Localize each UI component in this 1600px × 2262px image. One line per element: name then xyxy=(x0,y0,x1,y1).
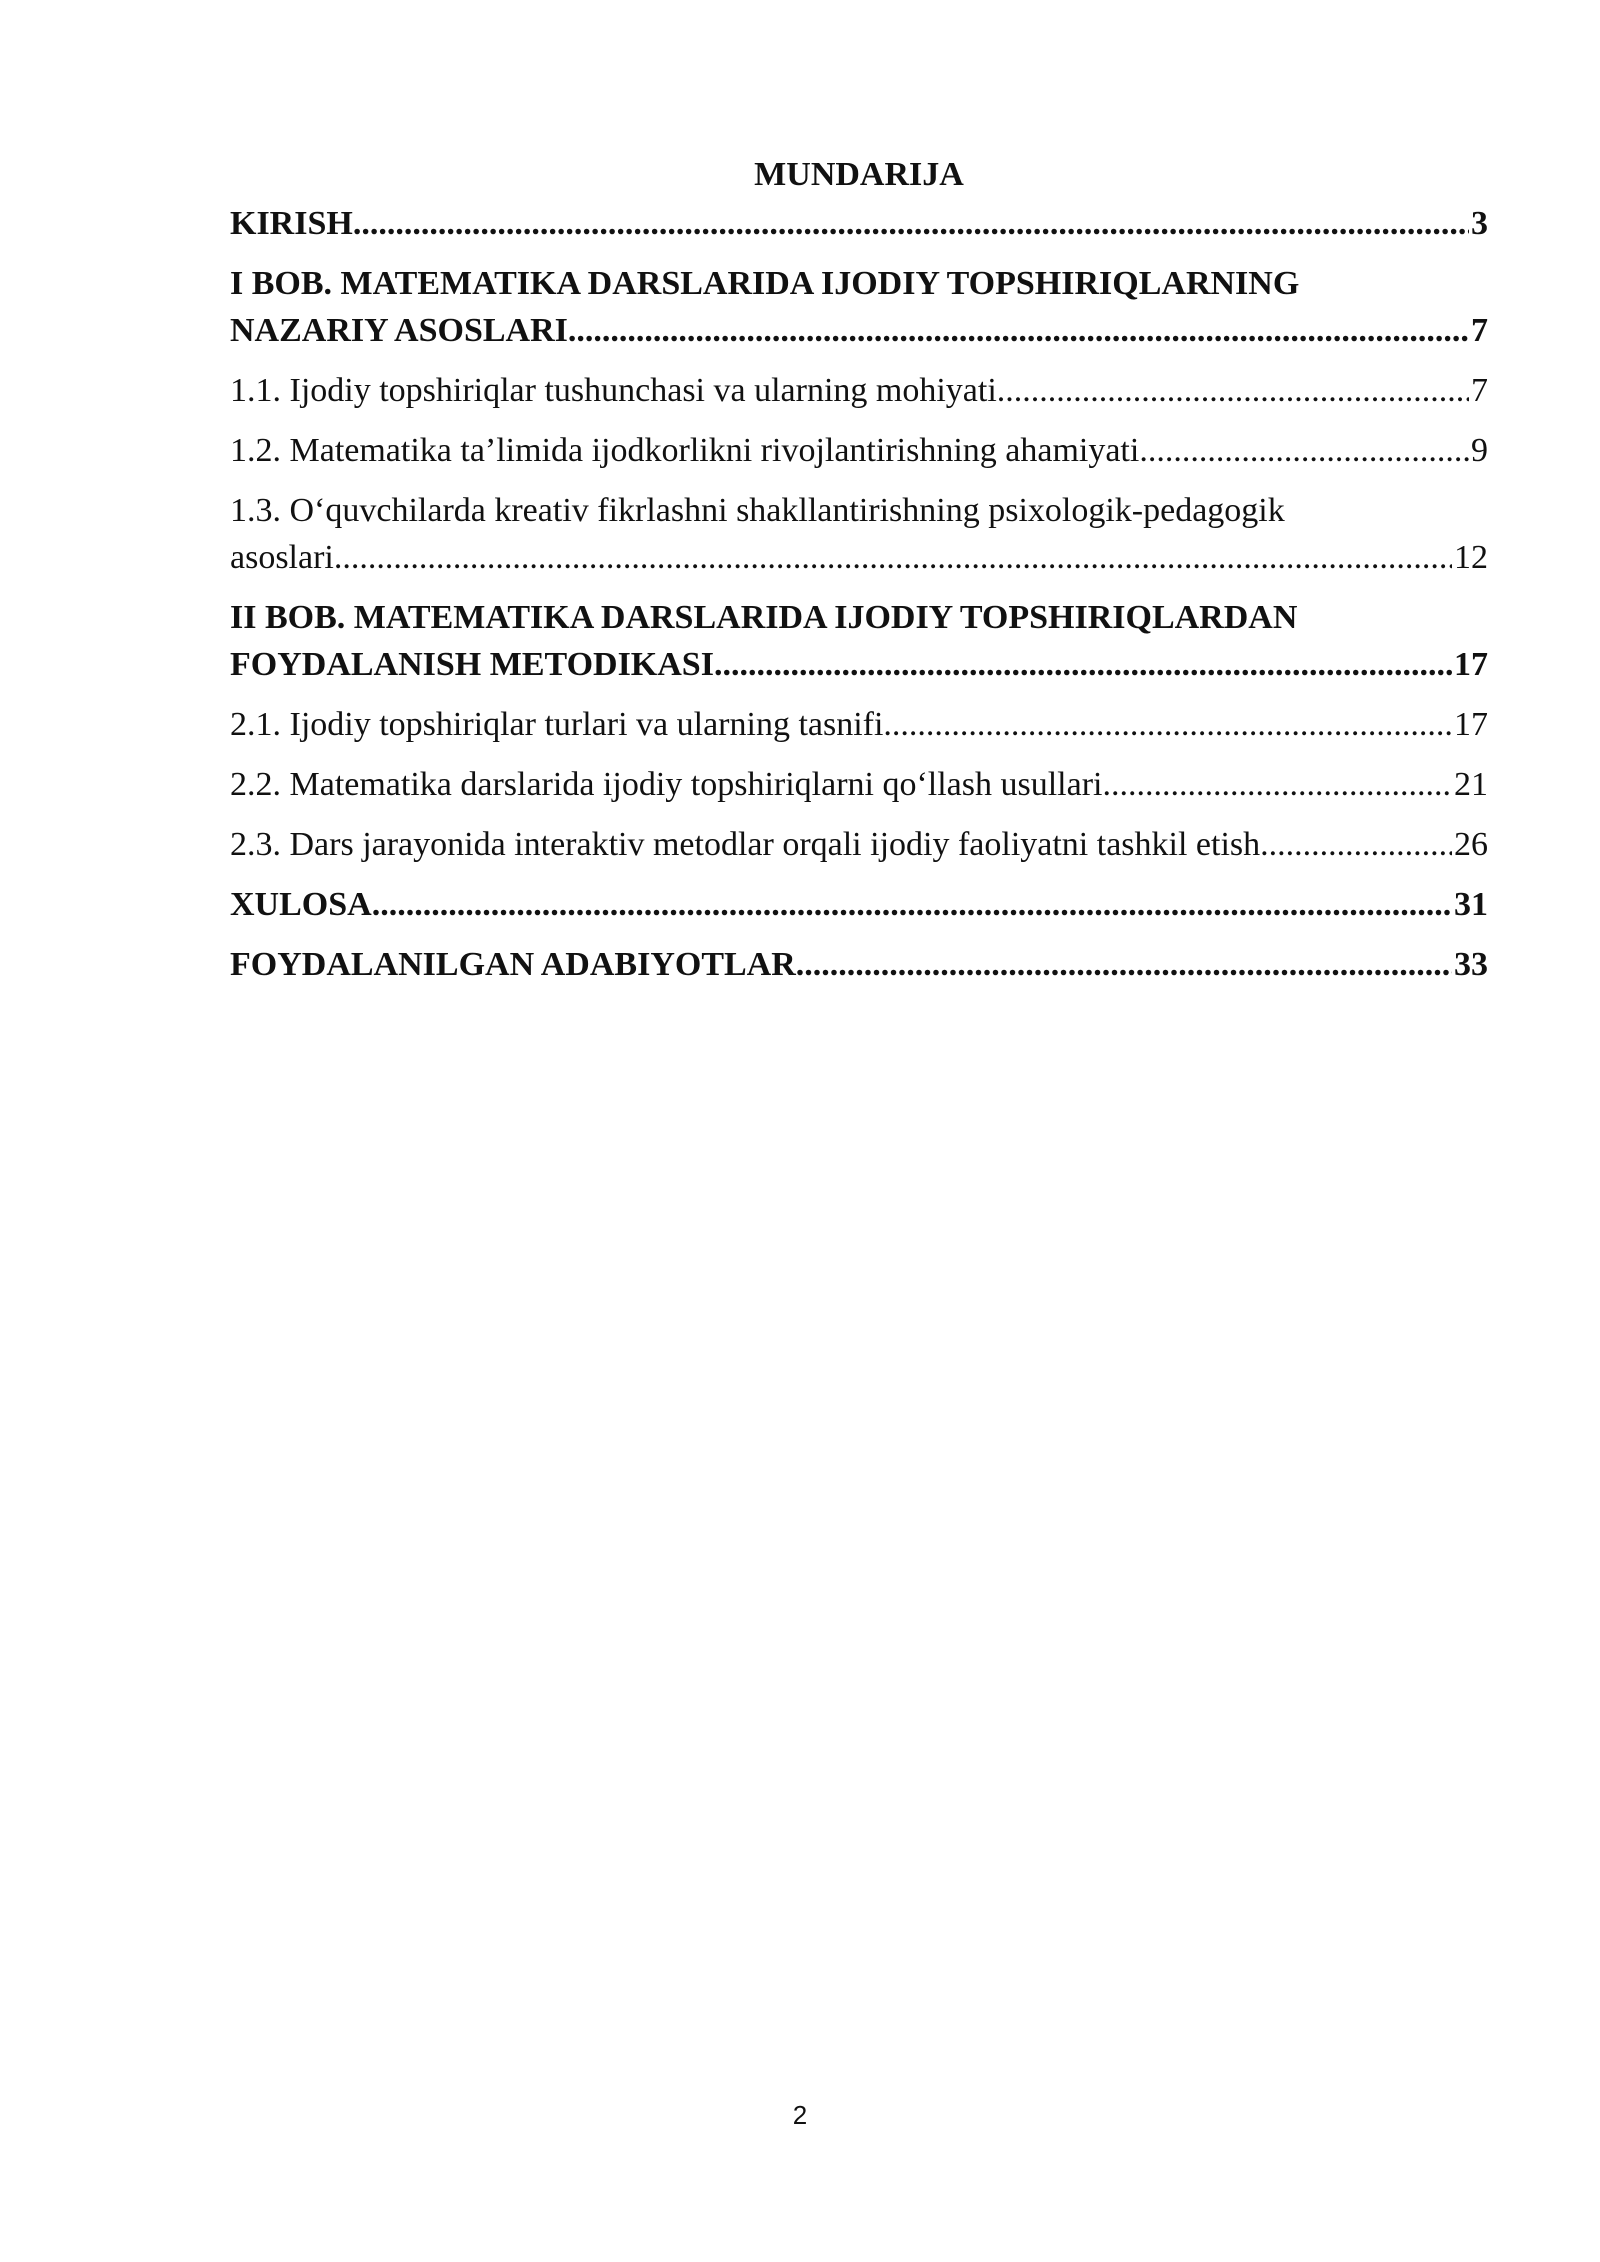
toc-entry-text-line1: II BOB. MATEMATIKA DARSLARIDA IJODIY TOPSHIRIQLARDAN xyxy=(230,599,1298,636)
toc-entry-text: 2.1. Ijodiy topshiriqlar turlari va ularning tasnifi xyxy=(230,706,884,743)
toc-entry-page: 31 xyxy=(1454,886,1488,923)
toc-entry-2-3 xyxy=(230,821,1488,868)
toc-entry-text: 2.3. Dars jarayonida interaktiv metodlar orqali ijodiy faoliyatni tashkil etish xyxy=(230,826,1261,863)
toc-entry-page: 26 xyxy=(1454,826,1488,863)
dot-leader xyxy=(997,367,1469,414)
dot-leader xyxy=(714,641,1452,688)
toc-entry-page: 33 xyxy=(1454,946,1488,983)
dot-leader xyxy=(1102,761,1452,808)
toc-entry-text: XULOSA xyxy=(230,886,372,923)
toc-entry-page: 7 xyxy=(1471,372,1488,409)
toc-entry-page: 9 xyxy=(1471,432,1488,469)
page-number: 2 xyxy=(792,2100,808,2130)
toc-entry-chapter-1 xyxy=(230,260,1488,354)
dot-leader xyxy=(796,941,1452,988)
toc-title: MUNDARIJA xyxy=(754,156,964,193)
dot-leader xyxy=(1260,821,1452,868)
dot-leader xyxy=(334,534,1452,581)
toc-entry-1-2 xyxy=(230,427,1488,474)
toc-entry-page: 3 xyxy=(1471,205,1488,242)
toc-entry-page: 12 xyxy=(1454,539,1488,576)
table-of-contents xyxy=(230,150,1488,1001)
toc-entry-text-line1: 1.3. O‘quvchilarda kreativ fikrlashni shakllantirishning psixologik-pedagogik xyxy=(230,492,1285,529)
toc-entry-2-1 xyxy=(230,701,1488,748)
dot-leader xyxy=(883,701,1452,748)
toc-entry-page: 17 xyxy=(1454,706,1488,743)
toc-entry-chapter-2 xyxy=(230,594,1488,688)
dot-leader xyxy=(568,307,1469,354)
dot-leader xyxy=(353,200,1469,247)
toc-entry-adabiyotlar xyxy=(230,941,1488,988)
toc-entry-1-1 xyxy=(230,367,1488,414)
toc-entry-text-line1: I BOB. MATEMATIKA DARSLARIDA IJODIY TOPSHIRIQLARNING xyxy=(230,265,1300,302)
toc-entry-text: 1.2. Matematika ta’limida ijodkorlikni rivojlantirishning ahamiyati xyxy=(230,432,1140,469)
toc-entry-page: 17 xyxy=(1454,646,1488,683)
toc-entry-text: 2.2. Matematika darslarida ijodiy topshiriqlarni qo‘llash usullari xyxy=(230,766,1103,803)
dot-leader xyxy=(1139,427,1469,474)
toc-entry-1-3 xyxy=(230,487,1488,581)
toc-entry-text: asoslari xyxy=(230,539,334,576)
toc-entry-text: NAZARIY ASOSLARI xyxy=(230,312,568,349)
toc-entry-text: FOYDALANISH METODIKASI xyxy=(230,646,714,683)
toc-entry-text: FOYDALANILGAN ADABIYOTLAR xyxy=(230,946,796,983)
dot-leader xyxy=(372,881,1452,928)
toc-entry-text: KIRISH xyxy=(230,205,353,242)
toc-entry-page: 7 xyxy=(1471,312,1488,349)
toc-entry-xulosa xyxy=(230,881,1488,928)
toc-entry-text: 1.1. Ijodiy topshiriqlar tushunchasi va ularning mohiyati xyxy=(230,372,997,409)
toc-entry-2-2 xyxy=(230,761,1488,808)
toc-entry-kirish xyxy=(230,200,1488,247)
toc-entry-page: 21 xyxy=(1454,766,1488,803)
